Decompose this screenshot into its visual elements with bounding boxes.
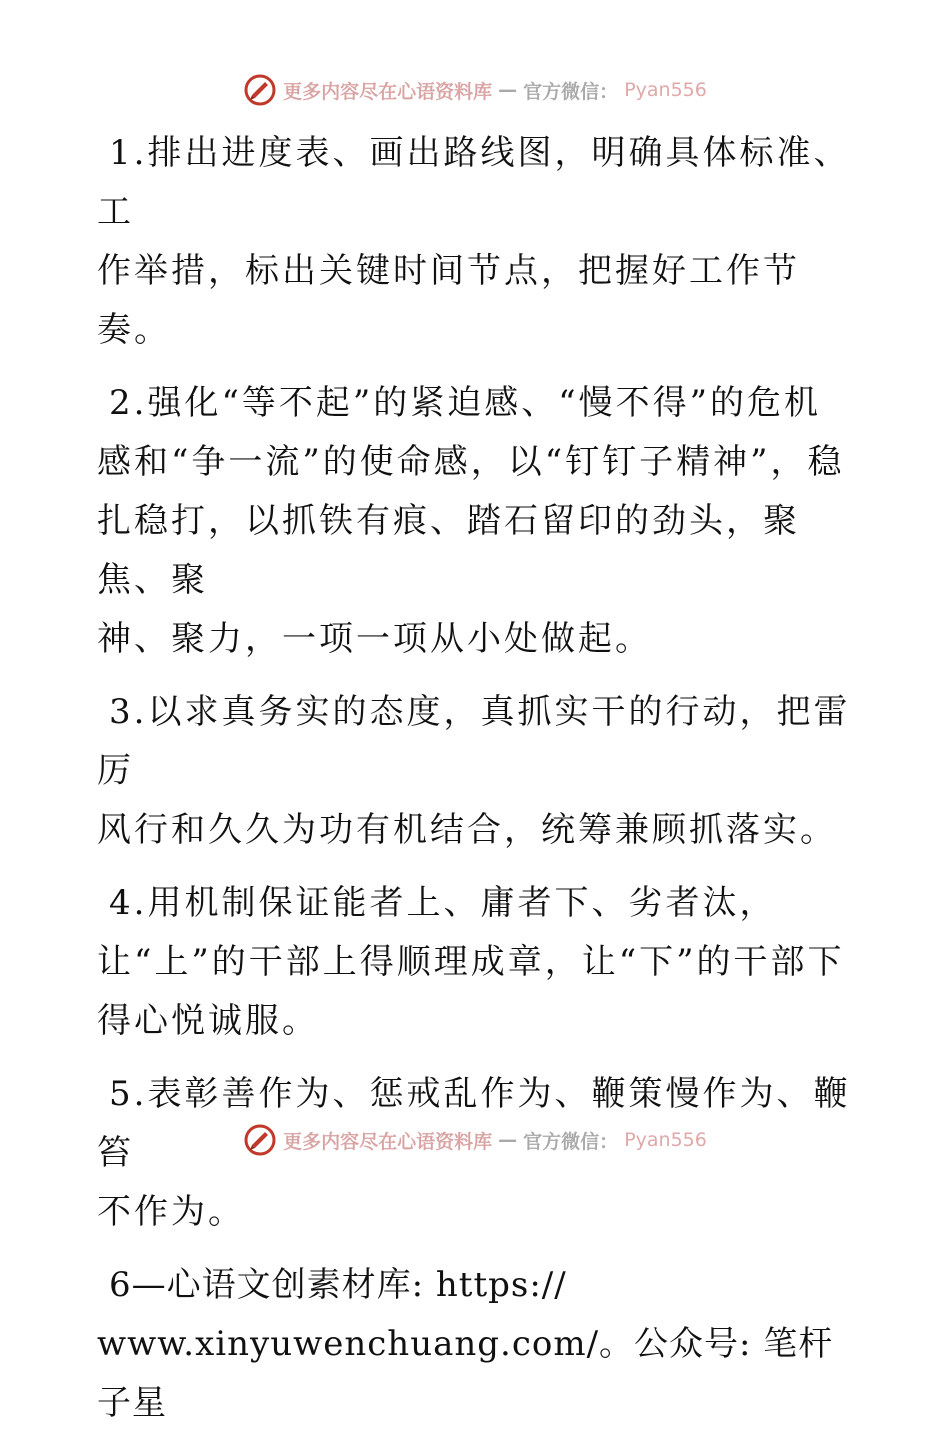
watermark-wechat-id: Pyan556 [624, 79, 707, 101]
paragraph-line: 得心悦诚服。 [97, 1001, 319, 1041]
watermark-dash: — [498, 79, 518, 101]
paragraph-line: 3.以求真务实的态度，真抓实干的行动，把雷厉 [97, 692, 851, 791]
paragraph-line: 作举措，标出关键时间节点，把握好工作节奏。 [97, 251, 800, 350]
watermark-main-text: 更多内容尽在心语资料库 [283, 1130, 493, 1153]
paragraph-line: 4.用机制保证能者上、庸者下、劣者汰， [109, 883, 777, 923]
paragraph-3 [97, 683, 857, 860]
watermark-dash: — [498, 1129, 518, 1151]
paragraph-line: 2.强化“等不起”的紧迫感、“慢不得”的危机 [109, 383, 821, 423]
document-body [97, 124, 857, 1447]
paragraph-line: 1.排出进度表、画出路线图，明确具体标准、工 [97, 133, 851, 232]
watermark-official-label: 官方微信： [523, 80, 619, 103]
paragraph-4 [97, 874, 857, 1051]
paragraph-6 [97, 1256, 857, 1433]
paragraph-line: 6—心语文创素材库: https:// [109, 1265, 567, 1305]
paragraph-line: 让“上”的干部上得顺理成章，让“下”的干部下 [97, 942, 845, 982]
paragraph-2 [97, 374, 857, 669]
pen-seal-logo-icon [243, 1123, 277, 1157]
header-watermark-banner [0, 72, 950, 108]
paragraph-line: www.xinyuwenchuang.com/。公众号: 笔杆子星 [97, 1324, 834, 1423]
paragraph-line: 不作为。 [97, 1192, 245, 1232]
watermark-main-text: 更多内容尽在心语资料库 [283, 80, 493, 103]
pen-seal-logo-icon [243, 73, 277, 107]
watermark-official-label: 官方微信： [523, 1130, 619, 1153]
paragraph-line: 风行和久久为功有机结合，统筹兼顾抓落实。 [97, 810, 837, 850]
footer-watermark-banner [0, 1122, 950, 1158]
paragraph-1 [97, 124, 857, 360]
paragraph-line: 感和“争一流”的使命感，以“钉钉子精神”，稳 [97, 442, 845, 482]
watermark-wechat-id: Pyan556 [624, 1129, 707, 1151]
paragraph-line: 神、聚力，一项一项从小处做起。 [97, 619, 652, 659]
paragraph-line: 扎稳打，以抓铁有痕、踏石留印的劲头，聚焦、聚 [97, 501, 800, 600]
paragraph-line: 5.表彰善作为、惩戒乱作为、鞭策慢作为、鞭笞 [97, 1074, 851, 1173]
